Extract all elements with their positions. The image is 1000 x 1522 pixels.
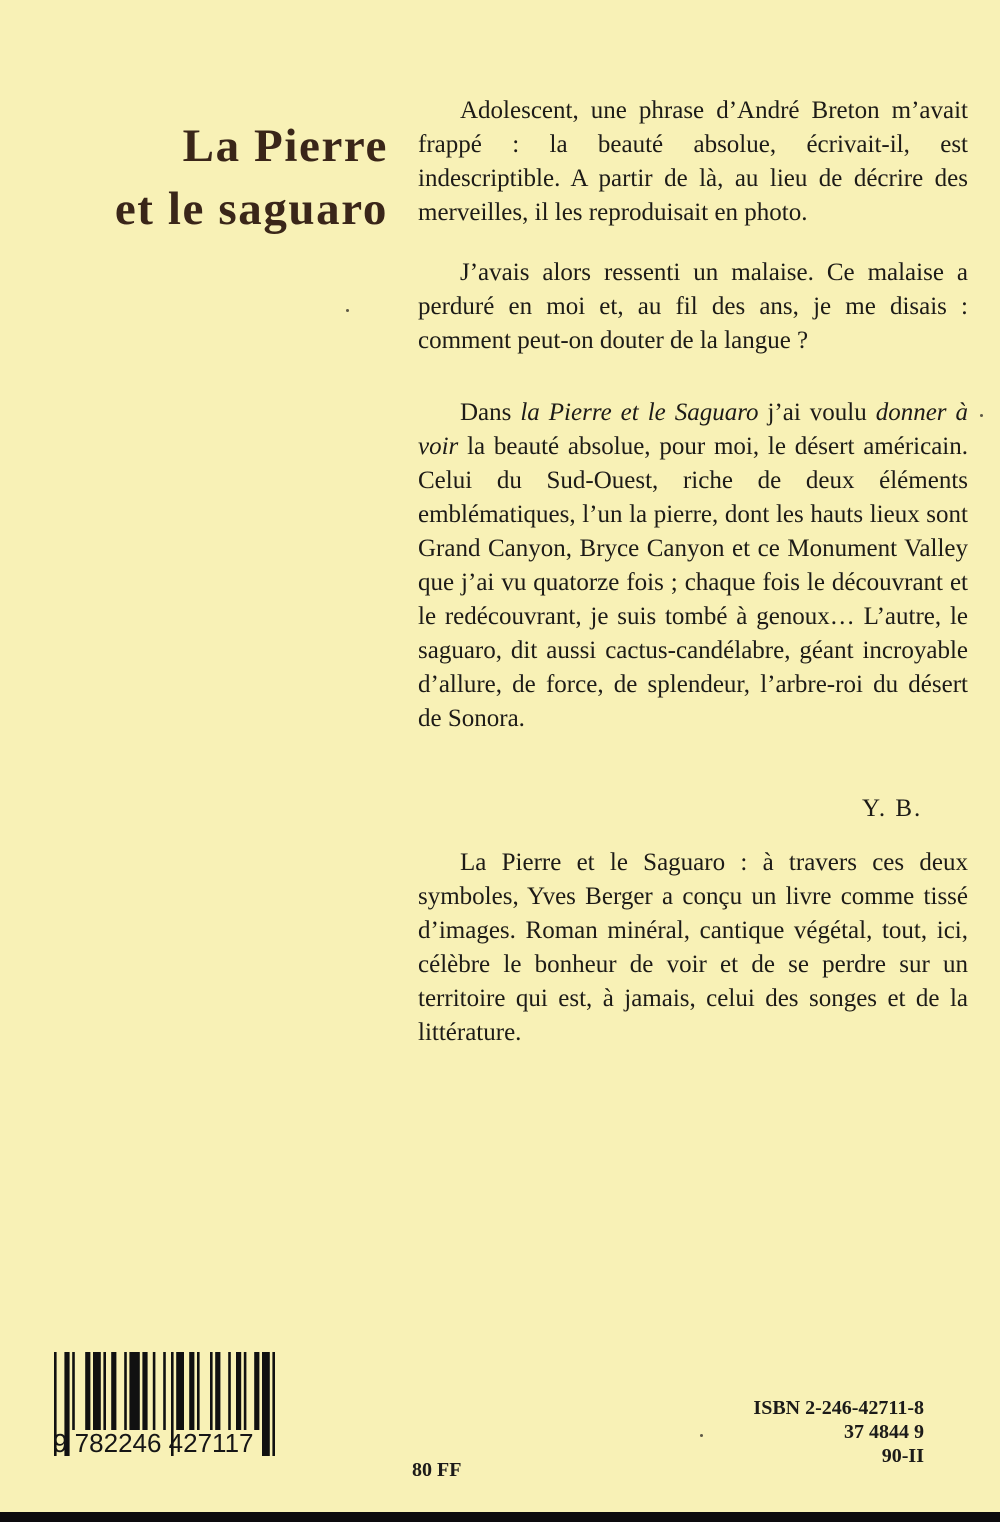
cover-bottom-edge (0, 1512, 1000, 1522)
isbn-block (753, 1396, 924, 1468)
book-title (0, 115, 388, 241)
barcode-bar (163, 1352, 166, 1430)
barcode-bar (272, 1352, 275, 1456)
barcode-bar (189, 1352, 194, 1430)
barcode-bar (215, 1352, 220, 1430)
paragraph-3-part-3: la beauté absolue, pour moi, le désert américain. Celui du Sud-Ouest, riche de deux éléments emblématiques, l’un la pierre, dont les hauts lieux sont Grand Canyon, Bryce Canyon et ce Monument Valley que j’ai vu quatorze fois ; chaque fois le découvrant et le redécouvrant, je suis tombé à genoux… L’autre, le saguaro, dit aussi cactus-candélabre, géant incroyable d’allure, de force, de splendeur, l’arbre-roi du désert de Sonora. (418, 433, 968, 732)
paragraph-3-italic-title: la Pierre et le Saguaro (520, 399, 759, 426)
barcode-bar (176, 1352, 184, 1430)
paper-speck (980, 414, 983, 417)
barcode-bar (236, 1352, 241, 1430)
barcode-bar (85, 1352, 90, 1430)
catalog-number: 37 4844 9 (844, 1421, 924, 1443)
barcode-bar (197, 1352, 200, 1430)
author-signature: Y. B. (862, 795, 923, 822)
paragraph-3-italic-phrase: donner à voir (418, 399, 968, 460)
paper-speck (700, 1434, 703, 1437)
barcode-bar (254, 1352, 259, 1430)
barcode-bar (111, 1352, 116, 1430)
barcode-bar (124, 1352, 127, 1430)
barcode-bar (72, 1352, 75, 1430)
paragraph-1 (418, 94, 968, 230)
paper-speck (346, 309, 349, 312)
price: 80 FF (412, 1459, 462, 1481)
paragraph-2-text: J’avais alors ressenti un malaise. Ce malaise a perduré en moi et, au fil des ans, je me disais : comment peut-on douter de la langue ? (418, 259, 968, 354)
title-line-1: La Pierre (182, 120, 388, 173)
barcode-bar (93, 1352, 101, 1430)
paragraph-3-text (418, 396, 968, 736)
paragraph-4-text: La Pierre et le Saguaro : à travers ces deux symboles, Yves Berger a conçu un livre comme tissé d’images. Roman minéral, cantique végétal, tout, ici, célèbre le bonheur de voir et de se perdre sur un territoire qui est, à jamais, celui des songes et de la littérature. (418, 849, 968, 1046)
barcode-bar (103, 1352, 106, 1430)
barcode-bar (262, 1352, 270, 1456)
paragraph-3 (418, 396, 968, 736)
title-line-2: et le saguaro (114, 183, 388, 236)
barcode-bar (129, 1352, 139, 1430)
barcode-bar (210, 1352, 213, 1430)
isbn-number: ISBN 2-246-42711-8 (753, 1397, 924, 1419)
barcode-bar (153, 1352, 156, 1430)
barcode-bar (142, 1352, 147, 1430)
barcode-bar (228, 1352, 231, 1430)
paragraph-3-part-2: j’ai voulu (758, 399, 876, 426)
paragraph-1-text: Adolescent, une phrase d’André Breton m’avait frappé : la beauté absolue, écrivait-il, est indescriptible. A partir de là, au lieu de décrire des merveilles, il les reproduisait en photo. (418, 97, 968, 226)
paragraph-4 (418, 846, 968, 1050)
barcode-bar (244, 1352, 247, 1430)
paragraph-3-part-1: Dans (460, 399, 521, 426)
print-code: 90-II (881, 1445, 924, 1467)
paragraph-2 (418, 256, 968, 358)
barcode-digits: 9 782246 427117 (53, 1428, 254, 1458)
